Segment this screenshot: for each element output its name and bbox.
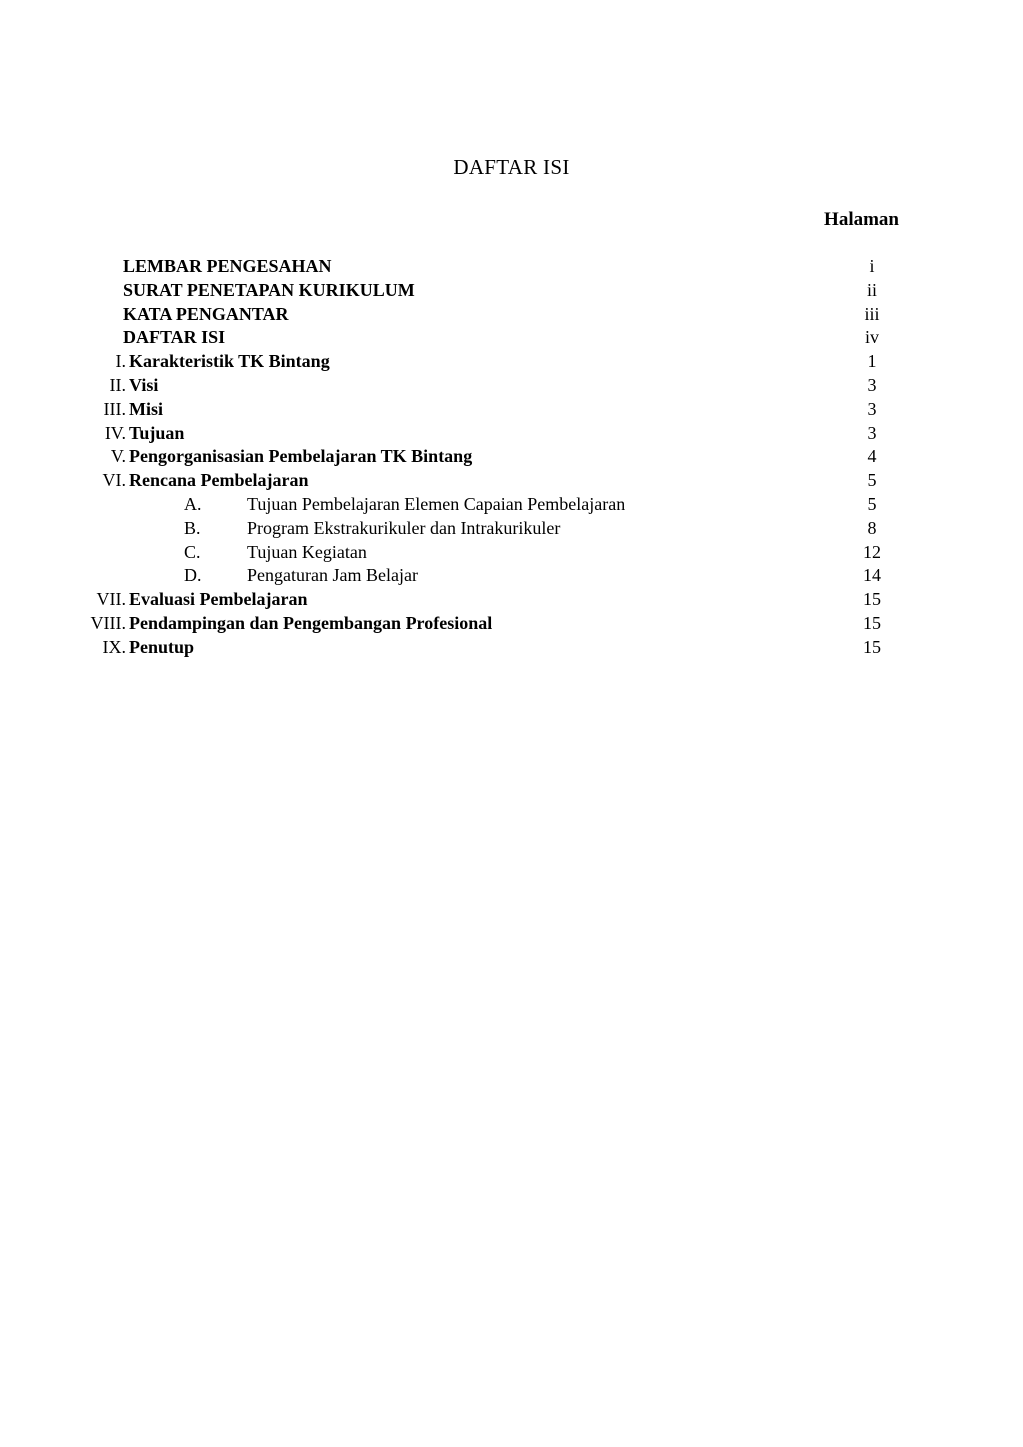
toc-entry-label: LEMBAR PENGESAHAN <box>123 256 332 276</box>
toc-entry-page: 15 <box>863 636 881 657</box>
toc-row-chapter-9 <box>0 636 1023 660</box>
toc-entry-number: V. <box>110 446 126 467</box>
toc-entry-page: 3 <box>867 422 877 443</box>
toc-entry-label: Program Ekstrakurikuler dan Intrakurikuler <box>247 517 561 538</box>
toc-entry-page: 3 <box>867 398 877 419</box>
toc-entry-page: 15 <box>863 612 881 633</box>
toc-entry-label: Rencana Pembelajaran <box>129 470 309 491</box>
toc-row-subsection-c <box>0 541 1023 565</box>
page-column-header: Halaman <box>824 209 899 230</box>
toc-entry-page: 3 <box>867 374 877 395</box>
toc-row-surat-penetapan <box>0 279 1023 303</box>
toc-entry-page: ii <box>866 279 877 300</box>
toc-entry-label: DAFTAR ISI <box>123 327 226 348</box>
toc-entry-page: i <box>869 256 875 276</box>
toc-entry-page: 8 <box>867 517 877 538</box>
toc-entry-label: Pengorganisasian Pembelajaran TK Bintang <box>129 446 473 467</box>
toc-entry-page: 14 <box>863 565 881 586</box>
toc-entry-label: KATA PENGANTAR <box>123 303 289 324</box>
toc-entry-page: 15 <box>863 589 881 610</box>
toc-entry-label: Tujuan <box>129 422 185 443</box>
toc-entry-number: B. <box>184 517 201 538</box>
toc-row-subsection-a <box>0 493 1023 517</box>
table-of-contents <box>0 255 1023 660</box>
toc-row-chapter-7 <box>0 588 1023 612</box>
toc-entry-number: IV. <box>104 422 126 443</box>
toc-row-chapter-1 <box>0 350 1023 374</box>
toc-entry-label: SURAT PENETAPAN KURIKULUM <box>123 279 415 300</box>
toc-entry-page: 5 <box>867 470 877 491</box>
toc-entry-label: Karakteristik TK Bintang <box>129 351 330 372</box>
toc-row-subsection-b <box>0 517 1023 541</box>
toc-entry-label: Visi <box>129 374 159 395</box>
toc-entry-number: VII. <box>96 589 126 610</box>
toc-entry-page: 12 <box>863 541 881 562</box>
toc-entry-number: D. <box>184 565 202 586</box>
toc-entry-page: 1 <box>867 351 877 372</box>
toc-row-lembar-pengesahan <box>0 255 1023 279</box>
toc-entry-page: iv <box>864 327 879 348</box>
page-title: DAFTAR ISI <box>453 155 570 179</box>
toc-entry-number: III. <box>103 398 126 419</box>
toc-row-daftar-isi <box>0 326 1023 350</box>
toc-row-chapter-4 <box>0 422 1023 446</box>
toc-entry-number: VIII. <box>90 612 126 633</box>
toc-row-chapter-5 <box>0 445 1023 469</box>
toc-row-subsection-d <box>0 564 1023 588</box>
toc-row-kata-pengantar <box>0 303 1023 327</box>
toc-entry-label: Tujuan Kegiatan <box>247 541 367 562</box>
toc-entry-number: IX. <box>102 636 126 657</box>
toc-entry-number: VI. <box>102 470 126 491</box>
toc-entry-number: A. <box>184 493 202 514</box>
toc-entry-number: C. <box>184 541 201 562</box>
toc-entry-label: Pendampingan dan Pengembangan Profesional <box>129 612 493 633</box>
toc-entry-number: II. <box>109 374 126 395</box>
toc-entry-page: iii <box>864 303 880 324</box>
toc-row-chapter-2 <box>0 374 1023 398</box>
toc-entry-page: 4 <box>867 446 877 467</box>
toc-row-chapter-6 <box>0 469 1023 493</box>
toc-entry-label: Tujuan Pembelajaran Elemen Capaian Pembelajaran <box>247 493 626 514</box>
toc-entry-label: Pengaturan Jam Belajar <box>247 565 418 586</box>
toc-entry-number: I. <box>115 351 126 372</box>
toc-entry-label: Misi <box>129 398 163 419</box>
toc-entry-page: 5 <box>867 493 877 514</box>
toc-entry-label: Evaluasi Pembelajaran <box>129 589 308 610</box>
toc-row-chapter-8 <box>0 612 1023 636</box>
toc-row-chapter-3 <box>0 398 1023 422</box>
toc-entry-label: Penutup <box>129 636 195 657</box>
